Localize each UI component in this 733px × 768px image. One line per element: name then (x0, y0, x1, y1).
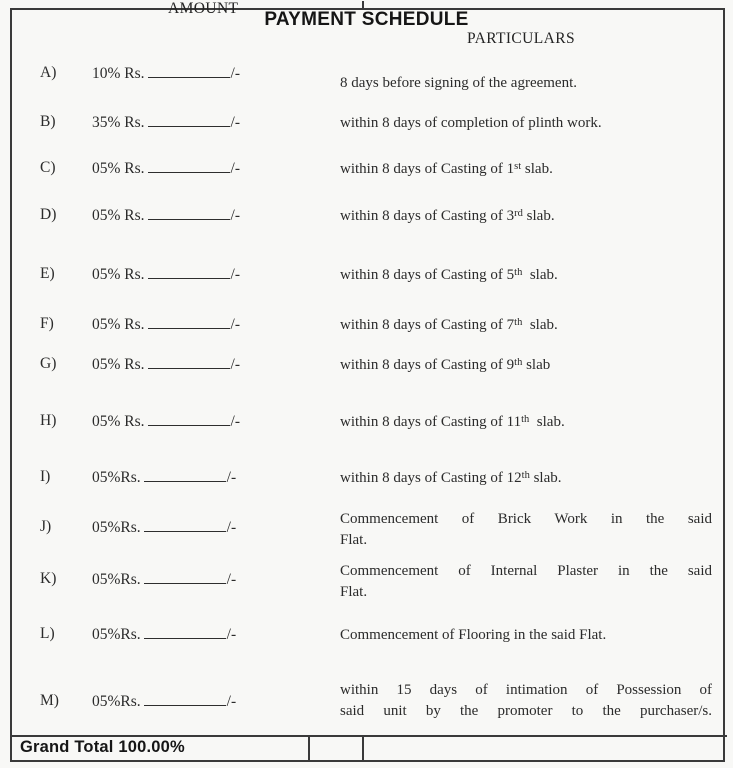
row-percent: 05% Rs. (92, 356, 145, 373)
amount-suffix: /- (226, 693, 237, 710)
amount-blank-line (144, 625, 226, 639)
row-letter: I) (40, 468, 51, 485)
amount-suffix: /- (230, 316, 241, 333)
amount-suffix: /- (230, 114, 241, 131)
row-amount (92, 206, 240, 225)
ordinal-superscript: th (521, 469, 530, 481)
row-letter: H) (40, 412, 57, 429)
amount-suffix: /- (226, 571, 237, 588)
amount-suffix: /- (230, 356, 241, 373)
row-amount (92, 64, 240, 83)
row-particulars (340, 509, 712, 551)
amount-column-header: AMOUNT (168, 0, 239, 17)
amount-suffix: /- (226, 469, 237, 486)
amount-blank-line (148, 412, 230, 426)
ordinal-superscript: th (514, 356, 523, 368)
row-percent: 05%Rs. (92, 519, 141, 536)
particulars-text: slab. (529, 470, 562, 486)
particulars-text: 8 days before signing of the agreement. (340, 75, 578, 91)
row-particulars (340, 113, 712, 133)
amount-suffix: /- (226, 626, 237, 643)
row-amount (92, 625, 236, 644)
amount-suffix: /- (230, 413, 241, 430)
row-particulars (340, 206, 712, 228)
grand-total-cell-divider (362, 735, 364, 762)
particulars-line: within 15 days of intimation of Possession of (340, 682, 712, 698)
particulars-text: slab. (522, 267, 558, 283)
particulars-text: within 8 days of Casting of 12 (340, 470, 522, 486)
particulars-text: within 8 days of Casting of 7 (340, 317, 515, 333)
row-percent: 10% Rs. (92, 65, 145, 82)
particulars-text: slab (522, 357, 551, 373)
amount-suffix: /- (230, 65, 241, 82)
particulars-line: Flat. (340, 584, 368, 600)
ordinal-superscript: th (514, 316, 523, 328)
amount-suffix: /- (230, 207, 241, 224)
row-particulars (340, 159, 712, 181)
page-title: PAYMENT SCHEDULE (264, 9, 469, 30)
row-amount (92, 468, 236, 487)
row-percent: 35% Rs. (92, 114, 145, 131)
particulars-text: slab. (529, 414, 565, 430)
particulars-text: within 8 days of completion of plinth work. (340, 115, 602, 131)
row-percent: 05% Rs. (92, 207, 145, 224)
grand-total-label: Grand Total 100.00% (20, 738, 185, 756)
row-percent: 05% Rs. (92, 316, 145, 333)
amount-blank-line (148, 265, 230, 279)
amount-blank-line (148, 159, 230, 173)
amount-suffix: /- (226, 519, 237, 536)
row-amount (92, 692, 236, 711)
row-particulars (340, 468, 712, 490)
particulars-line: said unit by the promoter to the purchaser/s. (340, 703, 712, 719)
ordinal-superscript: rd (514, 207, 523, 219)
row-percent: 05%Rs. (92, 693, 141, 710)
amount-blank-line (144, 518, 226, 532)
row-letter: B) (40, 113, 56, 130)
row-percent: 05% Rs. (92, 160, 145, 177)
row-percent: 05% Rs. (92, 413, 145, 430)
row-particulars (340, 412, 712, 434)
row-amount (92, 412, 240, 431)
amount-blank-line (148, 206, 230, 220)
amount-blank-line (144, 692, 226, 706)
particulars-text: within 8 days of Casting of 5 (340, 267, 515, 283)
row-letter: M) (40, 692, 59, 709)
amount-suffix: /- (230, 266, 241, 283)
row-amount (92, 265, 240, 284)
row-particulars (340, 265, 712, 287)
row-particulars (340, 625, 712, 645)
particulars-line: Flat. (340, 532, 368, 548)
row-letter: E) (40, 265, 55, 282)
row-particulars (340, 680, 712, 722)
row-letter: F) (40, 315, 54, 332)
row-amount (92, 355, 240, 374)
particulars-text: within 8 days of Casting of 1 (340, 161, 515, 177)
particulars-text: within 8 days of Casting of 9 (340, 357, 515, 373)
amount-blank-line (148, 113, 230, 127)
particulars-line: Commencement of Brick Work in the said (340, 511, 712, 527)
grand-total-row-top-border (10, 735, 727, 737)
row-letter: L) (40, 625, 55, 642)
amount-blank-line (144, 570, 226, 584)
row-particulars (340, 315, 712, 337)
row-letter: C) (40, 159, 56, 176)
row-particulars (340, 561, 712, 603)
row-amount (92, 518, 236, 537)
row-percent: 05%Rs. (92, 626, 141, 643)
row-letter: J) (40, 518, 52, 535)
grand-total-cell-divider (308, 735, 310, 762)
row-particulars (340, 355, 712, 377)
ordinal-superscript: th (521, 413, 530, 425)
row-letter: K) (40, 570, 57, 587)
row-amount (92, 159, 240, 178)
particulars-text: slab. (522, 317, 558, 333)
row-letter: A) (40, 64, 57, 81)
ordinal-superscript: th (514, 266, 523, 278)
row-particulars (340, 73, 712, 93)
particulars-column-header: PARTICULARS (467, 30, 575, 47)
amount-blank-line (148, 64, 230, 78)
amount-suffix: /- (230, 160, 241, 177)
row-amount (92, 113, 240, 132)
row-percent: 05%Rs. (92, 469, 141, 486)
ordinal-superscript: st (514, 160, 522, 172)
row-letter: D) (40, 206, 57, 223)
particulars-line: Commencement of Internal Plaster in the said (340, 563, 712, 579)
particulars-text: slab. (521, 161, 553, 177)
row-letter: G) (40, 355, 57, 372)
particulars-text: within 8 days of Casting of 11 (340, 414, 522, 430)
particulars-text: within 8 days of Casting of 3 (340, 208, 515, 224)
row-percent: 05% Rs. (92, 266, 145, 283)
row-percent: 05%Rs. (92, 571, 141, 588)
row-amount (92, 315, 240, 334)
amount-blank-line (148, 355, 230, 369)
amount-blank-line (144, 468, 226, 482)
amount-blank-line (148, 315, 230, 329)
particulars-text: slab. (522, 208, 555, 224)
particulars-text: Commencement of Flooring in the said Flat. (340, 627, 607, 643)
row-amount (92, 570, 236, 589)
